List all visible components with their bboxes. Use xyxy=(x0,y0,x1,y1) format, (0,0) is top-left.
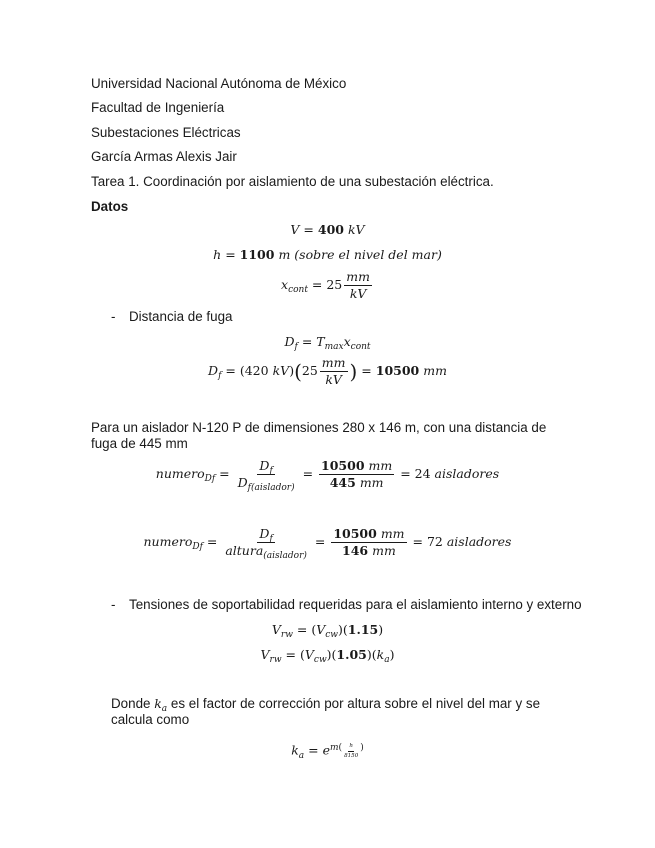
author-line: García Armas Alexis Jair xyxy=(91,149,237,164)
tensiones-label: Tensiones de soportabilidad requeridas para el aislamiento interno y externo xyxy=(129,597,582,612)
donde-paragraph: Donde $k_a$ es el factor de corrección por altura sobre el nivel del mar y se calcula como xyxy=(111,696,541,727)
bullet-dash: - xyxy=(111,597,116,612)
assignment-line: Tarea 1. Coordinación por aislamiento de una subestación eléctrica. xyxy=(91,174,494,189)
distancia-label: Distancia de fuga xyxy=(129,309,233,324)
equation-withstand-internal: $V_{rw} = (V_{cw})(1.15)$ xyxy=(271,622,384,641)
faculty-line: Facultad de Ingeniería xyxy=(91,100,225,115)
course-line: Subestaciones Eléctricas xyxy=(91,125,241,140)
equation-altitude-correction: $k_a = e^{m( \frac{h}{8150} )}$ xyxy=(291,742,364,761)
equation-insulator-count-creepage: numero$_{Df}$ = $\frac{D_f}{D_{f(aislador)}}$ = $\frac{10500 mm}{445 mm}$ = 24 aisladores xyxy=(155,458,500,494)
university-line: Universidad Nacional Autónoma de México xyxy=(91,76,347,91)
equation-insulator-count-height: numero$_{Df}$ = $\frac{D_f}{altura_{(aislador)}}$ = $\frac{10500 mm}{146 mm}$ = 72 aisladores xyxy=(143,526,512,562)
section-heading-datos: Datos xyxy=(91,199,129,214)
equation-voltage: V = 400 kV xyxy=(290,222,365,237)
equation-creepage-ratio: $x_{cont} = 25$ $\frac{mm}{kV}$ xyxy=(281,269,370,301)
equation-altitude: h = 1100 m (sobre el nivel del mar) xyxy=(213,247,442,262)
equation-withstand-external: $V_{rw} = (V_{cw})(1.05)(k_a)$ xyxy=(260,647,395,666)
equation-creepage-calc: $D_f = (420$ kV)(25 $\frac{mm}{kV}$ ) = 10500 mm xyxy=(208,355,447,387)
equation-creepage-formula: $D_f = T_{max}x_{cont}$ xyxy=(284,334,371,353)
bullet-dash: - xyxy=(111,309,116,324)
aislador-paragraph: Para un aislador N-120 P de dimensiones 280 x 146 m, con una distancia de fuga de 445 mm xyxy=(91,420,547,451)
